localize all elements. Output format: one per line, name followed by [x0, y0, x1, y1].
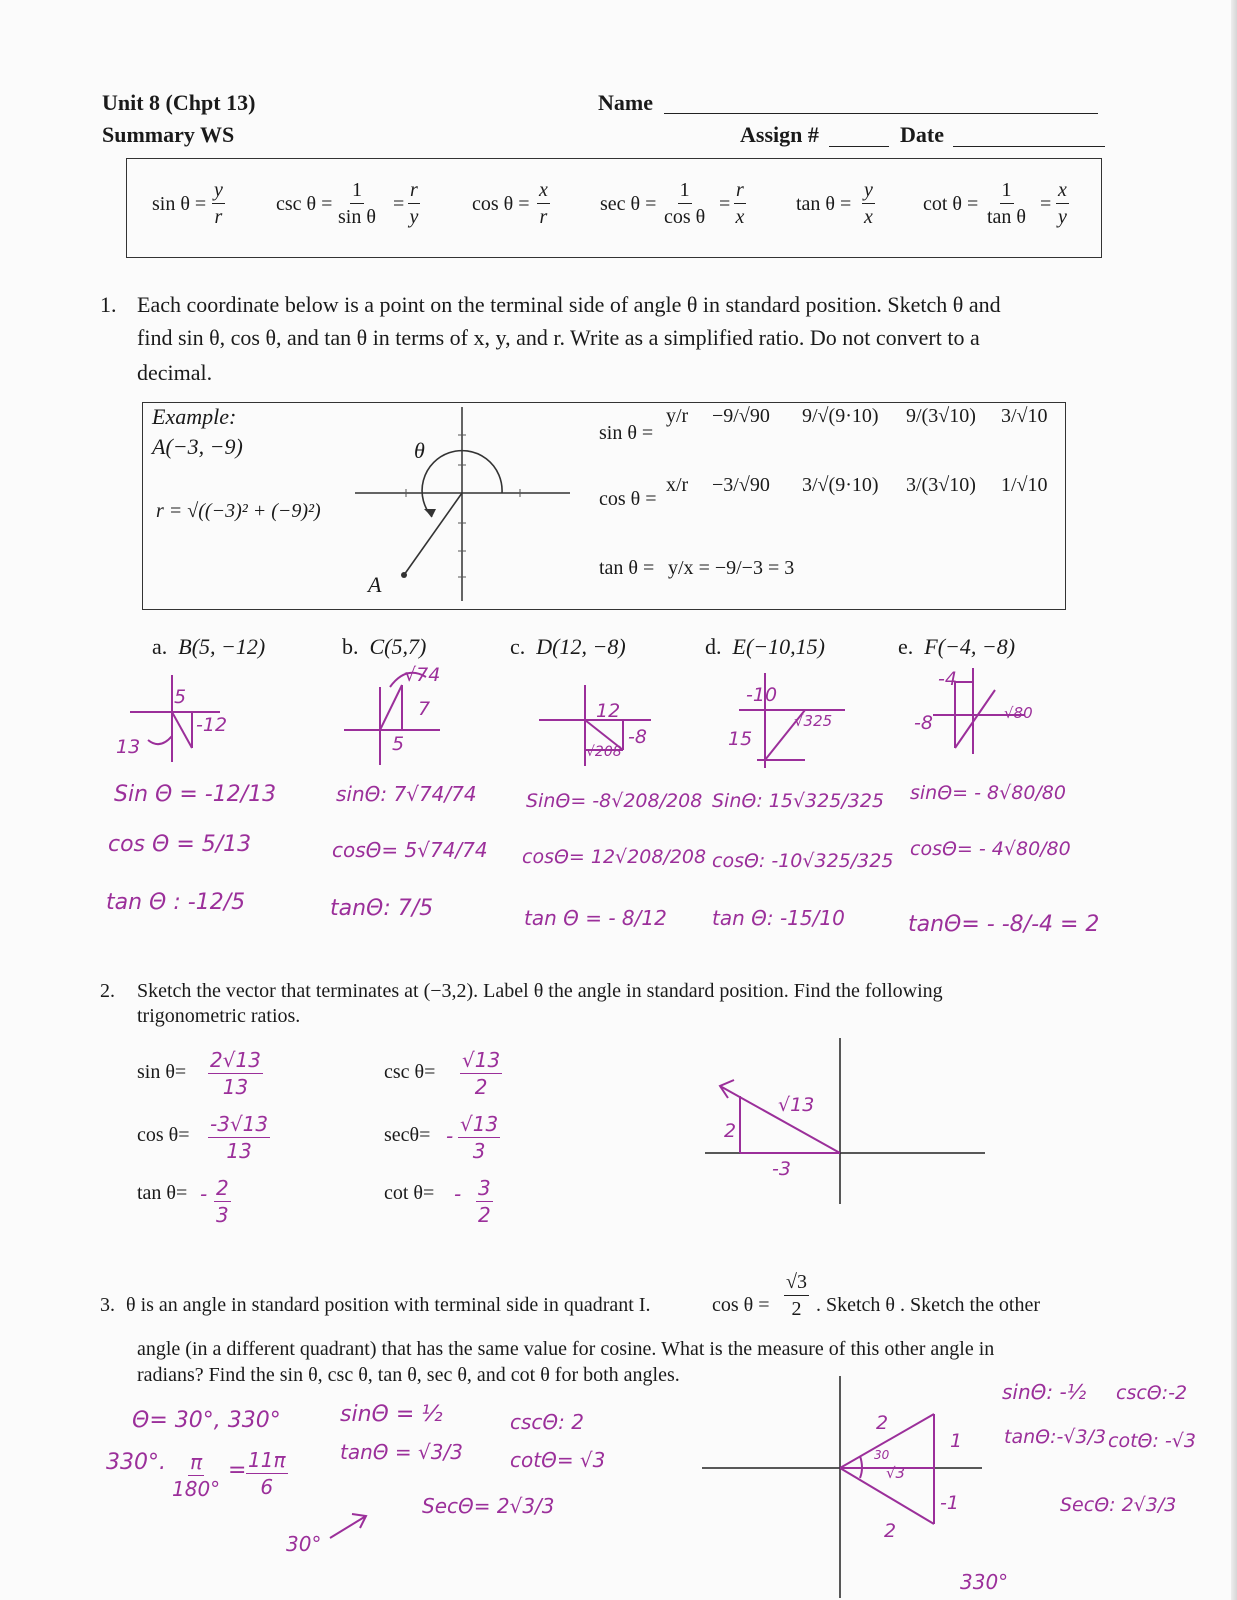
example-theta: θ [414, 438, 425, 463]
q3-csc1: cscΘ: 2 [510, 1410, 584, 1434]
q3-number: 3. [100, 1294, 115, 1316]
part-b-tan: tanΘ: 7/5 [330, 896, 434, 921]
q2-number: 2. [100, 980, 115, 1002]
q3-arrow-icon [326, 1508, 376, 1544]
part-d-label: d. E(−10,15) [705, 634, 825, 659]
cot-def-frac1: $\frac{1}{\text{tan θ}}$ [987, 179, 1027, 228]
example-tan-lhs: tan θ = [599, 557, 655, 579]
q2-tan-answer: $\frac{2}{3}$ [216, 1176, 229, 1227]
part-b-sin: sinΘ: 7√74/74 [336, 782, 477, 806]
q2-sin-answer: $\frac{2√13}{13}$ [210, 1048, 261, 1099]
q2-sin-label: sin θ= [137, 1061, 187, 1083]
assign-field[interactable] [829, 146, 889, 147]
q3-cot1: cotΘ= √3 [510, 1448, 606, 1472]
sin-step: 9/√(9·10) [802, 405, 879, 427]
part-b-cos: cosΘ= 5√74/74 [332, 838, 488, 862]
cot-def-lhs: cot θ = [923, 193, 979, 215]
q2-cos-label: cos θ= [137, 1124, 190, 1146]
q2-text-line2: trigonometric ratios. [137, 1005, 301, 1027]
csc-def-frac1: $\frac{1}{\text{sin θ}}$ [338, 179, 376, 228]
example-cos-lhs: cos θ = [599, 488, 657, 510]
part-b-point: C(5,7) [369, 634, 427, 659]
tan-step: y/x [668, 557, 694, 579]
name-label: Name [598, 90, 653, 115]
q2-cot-answer: $\frac{3}{2}$ [478, 1176, 491, 1227]
page-edge-shadow [1231, 0, 1237, 1600]
q3-arrow-label: 30° [286, 1532, 322, 1556]
q3-sketch [700, 1374, 990, 1600]
part-b-label: b. C(5,7) [342, 634, 427, 659]
part-e-label: e. F(−4, −8) [898, 634, 1016, 659]
q3-sin2: sinΘ: -½ [1002, 1380, 1087, 1404]
q3-text-line1a: θ is an angle in standard position with terminal side in quadrant I. [126, 1294, 651, 1316]
cot-def-frac2: $\frac{x}{y}$ [1058, 179, 1067, 228]
sin-step: 9/(3√10) [906, 405, 976, 427]
part-a-label: a. B(5, −12) [152, 634, 266, 659]
q3-angles: Θ= 30°, 330° [132, 1408, 281, 1433]
cos-step: 3/(3√10) [906, 474, 976, 496]
tan-def-frac: $\frac{y}{x}$ [864, 179, 873, 228]
q3-csc2: cscΘ:-2 [1116, 1382, 1188, 1404]
assign-label: Assign # [740, 122, 819, 147]
part-c-cos: cosΘ= 12√208/208 [522, 846, 707, 868]
part-a-tan: tan Θ : -12/5 [106, 890, 246, 915]
sec-def-lhs: sec θ = [600, 193, 657, 215]
q2-tan-label: tan θ= [137, 1182, 188, 1204]
sin-step: y/r [666, 405, 689, 427]
example-point-A: A [368, 572, 382, 597]
q3-330-label: 330° [960, 1570, 1009, 1594]
example-sketch [350, 405, 580, 605]
q2-sec-label: secθ= [384, 1124, 431, 1146]
q3-sin1: sinΘ = ½ [340, 1402, 443, 1427]
sec-def-frac2: $\frac{r}{x}$ [735, 179, 745, 228]
example-point: A(−3, −9) [152, 434, 243, 459]
q3-sec2: SecΘ: 2√3/3 [1060, 1494, 1177, 1516]
q3-text-line3: radians? Find the sin θ, csc θ, tan θ, sec θ, and cot θ for both angles. [137, 1364, 680, 1386]
example-r-formula: r = √((−3)² + (−9)²) [156, 500, 321, 522]
part-a-sin: Sin Θ = -12/13 [114, 782, 277, 807]
sec-def-frac1: $\frac{1}{\text{cos θ}}$ [664, 179, 706, 228]
cos-def-frac: $\frac{x}{r}$ [539, 179, 548, 228]
date-field[interactable] [953, 146, 1105, 147]
part-e-sin: sinΘ= - 8√80/80 [910, 782, 1066, 804]
sin-step: 3/√10 [1001, 405, 1048, 427]
unit-title: Unit 8 (Chpt 13) [102, 90, 256, 115]
q2-cot-label: cot θ= [384, 1182, 435, 1204]
cos-step: 3/√(9·10) [802, 474, 879, 496]
q2-sec-answer: $\frac{√13}{3}$ [460, 1112, 499, 1163]
q3-sec1: SecΘ= 2√3/3 [422, 1494, 555, 1518]
cos-step: 1/√10 [1001, 474, 1048, 496]
part-c-point: D(12, −8) [536, 634, 626, 659]
name-field[interactable] [664, 113, 1098, 114]
part-c-sin: SinΘ= -8√208/208 [526, 790, 703, 812]
q3-conversion-factor: $\frac{\pi}{180^\circ}$ [172, 1450, 221, 1501]
tan-def-lhs: tan θ = [796, 193, 852, 215]
csc-def-frac2: $\frac{r}{y}$ [409, 179, 419, 228]
part-d-sin: SinΘ: 15√325/325 [712, 790, 884, 812]
worksheet-subtitle: Summary WS [102, 122, 235, 147]
example-tan-steps: y/x = −9/−3 = 3 [668, 557, 795, 579]
q1-text-line3: decimal. [137, 360, 213, 385]
part-c-label: c. D(12, −8) [510, 634, 626, 659]
q3-cos-value: $\frac{√3}{2}$ [786, 1271, 807, 1320]
csc-def-lhs: csc θ = [276, 193, 333, 215]
cos-step: −3/√90 [712, 474, 770, 496]
part-e-tan: tanΘ= - -8/-4 = 2 [908, 912, 1100, 937]
sin-def-frac: $\frac{y}{r}$ [214, 179, 223, 228]
part-a-cos: cos Θ = 5/13 [108, 832, 252, 857]
q3-conversion-start: 330°. [106, 1450, 166, 1475]
part-e-cos: cosΘ= - 4√80/80 [910, 838, 1071, 860]
q1-text-line1: Each coordinate below is a point on the terminal side of angle θ in standard position. Sketch θ and [137, 292, 1001, 317]
cos-def-lhs: cos θ = [472, 193, 530, 215]
part-e-point: F(−4, −8) [924, 634, 1016, 659]
q3-conversion-result: $\frac{11\pi}{6}$ [248, 1448, 286, 1499]
q2-text-line1: Sketch the vector that terminates at (−3,2). Label θ the angle in standard position. Find the following [137, 980, 943, 1002]
cos-step: x/r [666, 474, 689, 496]
example-sin-lhs: sin θ = [599, 422, 654, 444]
q3-text-line2: angle (in a different quadrant) that has the same value for cosine. What is the measure of this other angle in [137, 1338, 995, 1360]
q2-csc-answer: $\frac{√13}{2}$ [462, 1048, 501, 1099]
q3-cot2: cotΘ: -√3 [1108, 1430, 1196, 1452]
part-c-tan: tan Θ = - 8/12 [524, 906, 667, 930]
q3-text-line1b: . Sketch θ . Sketch the other [816, 1294, 1040, 1316]
tan-result: = 3 [767, 557, 795, 579]
q3-tan2: tanΘ:-√3/3 [1004, 1426, 1107, 1448]
tan-step: −9/−3 [714, 557, 763, 579]
q1-text-line2: find sin θ, cos θ, and tan θ in terms of x, y, and r. Write as a simplified ratio. Do not convert to a [137, 325, 980, 350]
q2-sketch [700, 1036, 990, 1206]
part-d-tan: tan Θ: -15/10 [712, 906, 845, 930]
part-d-point: E(−10,15) [732, 634, 825, 659]
q2-csc-label: csc θ= [384, 1061, 436, 1083]
example-label: Example: [152, 404, 237, 429]
q3-cos-lhs: cos θ = [712, 1294, 770, 1316]
part-d-cos: cosΘ: -10√325/325 [712, 850, 894, 872]
sin-step: −9/√90 [712, 405, 770, 427]
q1-number: 1. [100, 292, 117, 317]
date-label: Date [900, 122, 944, 147]
q2-cos-answer: $\frac{-3√13}{13}$ [210, 1112, 269, 1163]
part-a-point: B(5, −12) [178, 634, 266, 659]
sin-def-lhs: sin θ = [152, 193, 207, 215]
q3-tan1: tanΘ = √3/3 [340, 1440, 463, 1464]
